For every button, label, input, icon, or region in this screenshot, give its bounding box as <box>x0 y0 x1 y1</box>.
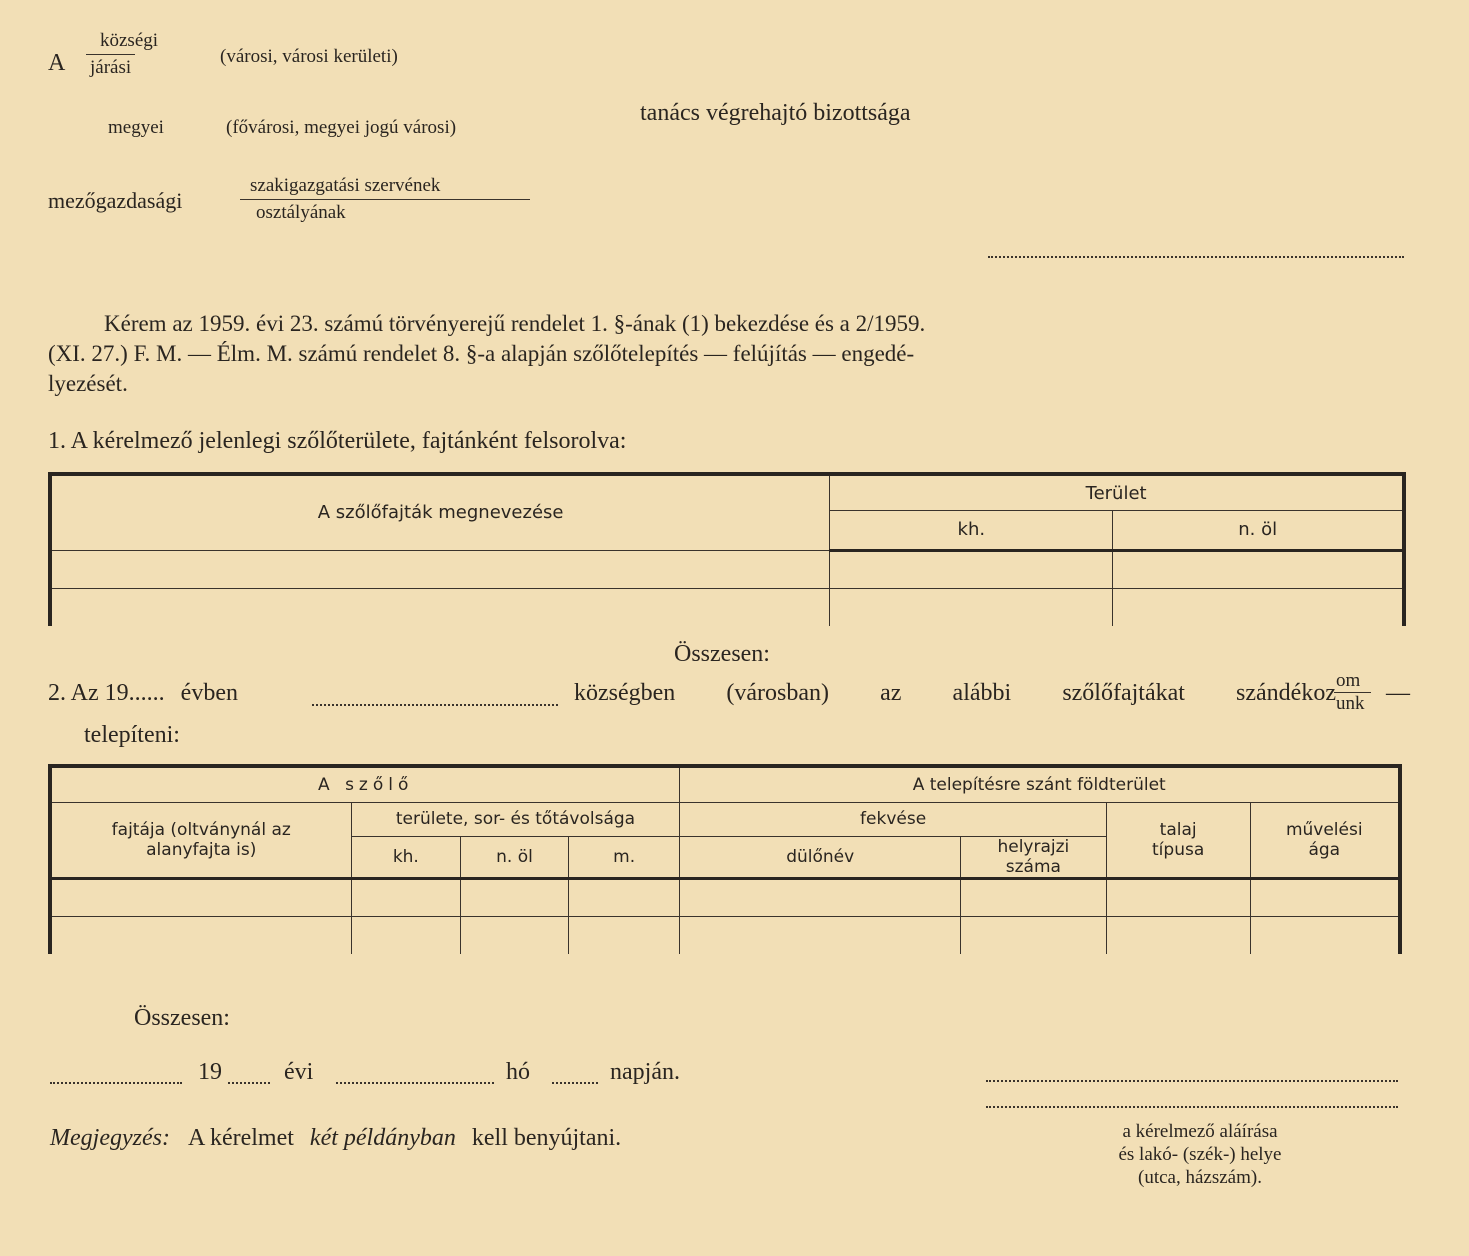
section2-kozsegben: községben (városban) az alábbi szőlőfajtákat szándékoz <box>574 680 1336 706</box>
table-cell[interactable] <box>50 550 830 588</box>
note-text-b: kell benyújtani. <box>471 1125 622 1151</box>
col-header-helyrajzi: helyrajzi száma <box>960 836 1106 878</box>
year-dotted-line[interactable] <box>228 1082 270 1084</box>
section2-total: Összesen: <box>134 1005 230 1031</box>
table-cell[interactable] <box>830 588 1113 626</box>
header-fraction-kozsegi <box>86 30 162 79</box>
note-emphasis: két példányban <box>309 1125 456 1151</box>
col-header-dulonev: dülőnév <box>680 836 961 878</box>
header-kozsegi: községi <box>100 30 159 51</box>
request-paragraph <box>48 309 1368 399</box>
col-header-muvelesi: művelési ága <box>1250 802 1400 878</box>
signature-dotted-line-2[interactable] <box>986 1106 1398 1108</box>
table-cell[interactable] <box>1250 878 1400 916</box>
table-cell[interactable] <box>461 878 569 916</box>
header-fraction-szakigazgatasi <box>240 175 530 224</box>
section2-telepiteni: telepíteni: <box>84 722 180 748</box>
header-tanacs: tanács végrehajtó bizottsága <box>640 100 911 126</box>
table-cell[interactable] <box>680 916 961 954</box>
col-header-fajtaja: fajtája (oltványnál az alanyfajta is) <box>50 802 351 878</box>
footer-note <box>50 1125 621 1152</box>
section2-prefix <box>48 680 238 707</box>
municipality-dotted-line[interactable] <box>312 704 558 706</box>
col-header-kh: kh. <box>351 836 461 878</box>
request-line-3: lyezését. <box>48 371 128 396</box>
authority-dotted-line <box>988 256 1404 258</box>
section2-year-dots[interactable]: ...... <box>128 680 165 706</box>
section2-om: om <box>1336 670 1361 691</box>
current-vineyard-table <box>48 472 1406 626</box>
request-line-1: Kérem az 1959. évi 23. számú törvényerejű rendelet 1. §-ának (1) bekezdése és a 2/1959. <box>104 311 926 336</box>
section1-total: Összesen: <box>674 641 770 667</box>
col-header-kh: kh. <box>830 511 1113 550</box>
col-header-nol: n. öl <box>1113 511 1404 550</box>
section2-om-unk <box>1334 670 1371 715</box>
table-cell[interactable] <box>461 916 569 954</box>
col-header-talaj: talaj típusa <box>1106 802 1250 878</box>
signature-dotted-line-1[interactable] <box>986 1080 1398 1082</box>
header-fovarosi: (fővárosi, megyei jogú városi) <box>226 117 457 138</box>
table-cell[interactable] <box>351 878 461 916</box>
section2-evben: évben <box>180 680 238 706</box>
table-cell[interactable] <box>50 588 830 626</box>
section2-dash: — <box>1386 680 1410 706</box>
place-dotted-line[interactable] <box>50 1082 182 1084</box>
table-cell[interactable] <box>1106 916 1250 954</box>
table-cell[interactable] <box>351 916 461 954</box>
table-cell[interactable] <box>680 878 961 916</box>
date-evi: évi <box>284 1059 314 1085</box>
header-szakigazgatasi: szakigazgatási szervének <box>250 175 441 196</box>
header-osztalyanak: osztályának <box>240 199 530 224</box>
signature-caption-line-2: és lakó- (szék-) helye <box>1118 1144 1282 1165</box>
header-jarasi: járási <box>86 54 135 79</box>
signature-caption-line-3: (utca, házszám). <box>1138 1167 1262 1188</box>
signature-caption-line-1: a kérelmező aláírása <box>1122 1121 1278 1142</box>
month-dotted-line[interactable] <box>336 1082 494 1084</box>
day-dotted-line[interactable] <box>552 1082 598 1084</box>
request-line-2: (XI. 27.) F. M. — Élm. M. számú rendelet 8. §-a alapján szőlőtelepítés — felújítás — engedé- <box>48 341 915 366</box>
table-cell[interactable] <box>1113 588 1404 626</box>
col-header-terulete: területe, sor- és tőtávolsága <box>351 802 680 836</box>
table-cell[interactable] <box>960 878 1106 916</box>
date-year-prefix: 19 <box>198 1059 222 1085</box>
table-cell[interactable] <box>960 916 1106 954</box>
table-cell[interactable] <box>568 878 680 916</box>
col-header-name: A szőlőfajták megnevezése <box>50 474 830 550</box>
group-header-land: A telepítésre szánt földterület <box>680 766 1400 802</box>
signature-caption <box>1070 1120 1330 1189</box>
header-megyei: megyei <box>108 117 164 138</box>
header-letter-a: A <box>48 50 66 76</box>
section2-year-prefix: 2. Az 19 <box>48 680 129 706</box>
table-cell[interactable] <box>1106 878 1250 916</box>
col-header-area: Terület <box>830 474 1404 511</box>
section1-title: 1. A kérelmező jelenlegi szőlőterülete, fajtánként felsorolva: <box>48 428 627 454</box>
planned-vineyard-table <box>48 764 1402 954</box>
section2-unk: unk <box>1334 692 1371 715</box>
table-cell[interactable] <box>1113 550 1404 588</box>
group-header-szolo: A szőlő <box>50 766 680 802</box>
header-varosi: (városi, városi kerületi) <box>220 46 398 67</box>
col-header-fekvese: fekvése <box>680 802 1106 836</box>
header-mezogazdasagi: mezőgazdasági <box>48 188 183 213</box>
table-cell[interactable] <box>50 878 351 916</box>
table-cell[interactable] <box>830 550 1113 588</box>
table-cell[interactable] <box>50 916 351 954</box>
date-ho: hó <box>506 1059 530 1085</box>
col-header-nol: n. öl <box>461 836 569 878</box>
col-header-m: m. <box>568 836 680 878</box>
note-label: Megjegyzés: <box>50 1125 170 1151</box>
date-napjan: napján. <box>610 1059 680 1085</box>
table-cell[interactable] <box>568 916 680 954</box>
note-text-a: A kérelmet <box>187 1125 294 1151</box>
table-cell[interactable] <box>1250 916 1400 954</box>
